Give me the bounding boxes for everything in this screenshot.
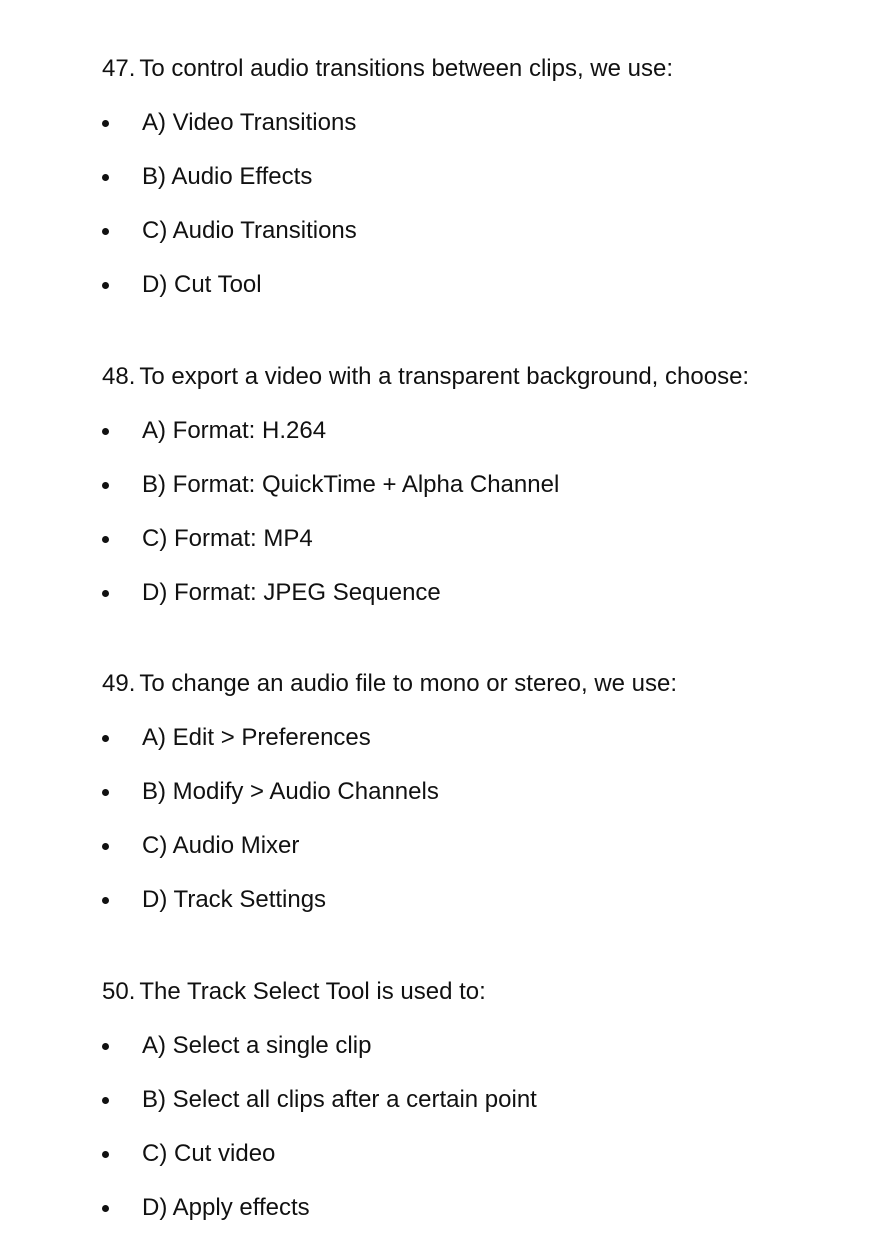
question-title	[102, 975, 842, 1009]
option-text: A) Video Transitions	[142, 109, 357, 136]
option-b	[102, 468, 842, 502]
question-number: 47.	[102, 55, 136, 82]
bullet-icon	[102, 1205, 109, 1212]
option-text: B) Modify > Audio Channels	[142, 778, 439, 805]
option-c	[102, 1137, 842, 1171]
option-a	[102, 721, 842, 755]
option-a	[102, 414, 842, 448]
question-text: To change an audio file to mono or stereo, we use:	[139, 670, 678, 697]
bullet-icon	[102, 1043, 109, 1050]
bullet-icon	[102, 120, 109, 127]
bullet-icon	[102, 428, 109, 435]
bullet-icon	[102, 1097, 109, 1104]
option-c	[102, 214, 842, 248]
bullet-icon	[102, 843, 109, 850]
bullet-icon	[102, 897, 109, 904]
option-list	[102, 721, 842, 917]
option-text: D) Format: JPEG Sequence	[142, 579, 441, 606]
bullet-icon	[102, 789, 109, 796]
bullet-icon	[102, 282, 109, 289]
option-b	[102, 1083, 842, 1117]
option-text: C) Cut video	[142, 1140, 276, 1167]
option-c	[102, 829, 842, 863]
bullet-icon	[102, 735, 109, 742]
option-text: D) Cut Tool	[142, 271, 262, 298]
bullet-icon	[102, 1151, 109, 1158]
option-d	[102, 576, 842, 610]
option-text: A) Edit > Preferences	[142, 724, 371, 751]
option-c	[102, 522, 842, 556]
option-d	[102, 268, 842, 302]
option-text: B) Format: QuickTime + Alpha Channel	[142, 471, 560, 498]
question-title	[102, 52, 842, 86]
option-list	[102, 1029, 842, 1225]
bullet-icon	[102, 590, 109, 597]
option-d	[102, 883, 842, 917]
option-list	[102, 106, 842, 302]
option-text: D) Apply effects	[142, 1194, 310, 1221]
question-title	[102, 667, 842, 701]
question-50	[102, 975, 842, 1245]
question-title	[102, 360, 842, 394]
option-a	[102, 1029, 842, 1063]
bullet-icon	[102, 536, 109, 543]
option-text: B) Select all clips after a certain point	[142, 1086, 537, 1113]
bullet-icon	[102, 174, 109, 181]
question-number: 50.	[102, 978, 136, 1005]
option-b	[102, 160, 842, 194]
question-text: The Track Select Tool is used to:	[139, 978, 486, 1005]
option-b	[102, 775, 842, 809]
option-text: D) Track Settings	[142, 886, 327, 913]
option-text: B) Audio Effects	[142, 163, 313, 190]
question-47	[102, 52, 842, 322]
option-text: C) Audio Transitions	[142, 217, 357, 244]
option-a	[102, 106, 842, 140]
option-list	[102, 414, 842, 610]
option-d	[102, 1191, 842, 1225]
question-49	[102, 667, 842, 937]
question-number: 48.	[102, 363, 136, 390]
bullet-icon	[102, 482, 109, 489]
option-text: A) Format: H.264	[142, 417, 327, 444]
option-text: C) Format: MP4	[142, 525, 313, 552]
question-text: To export a video with a transparent background, choose:	[139, 363, 750, 390]
question-text: To control audio transitions between clips, we use:	[139, 55, 673, 82]
option-text: C) Audio Mixer	[142, 832, 300, 859]
option-text: A) Select a single clip	[142, 1032, 372, 1059]
question-48	[102, 360, 842, 630]
question-number: 49.	[102, 670, 136, 697]
bullet-icon	[102, 228, 109, 235]
